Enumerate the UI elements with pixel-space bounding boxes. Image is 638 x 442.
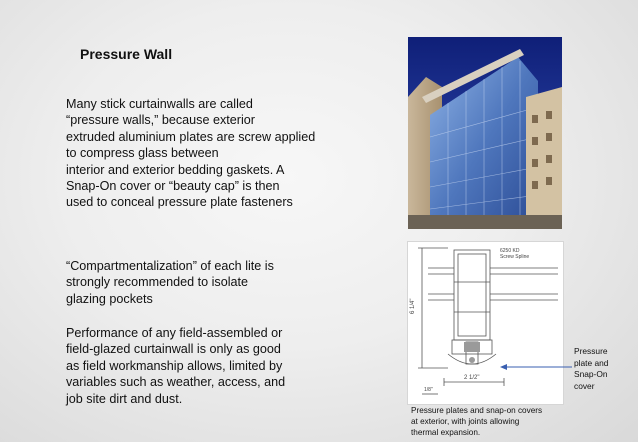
text-line: “pressure walls,” because exterior <box>66 113 255 128</box>
building-photo-graphic <box>408 37 562 229</box>
text-line: as field workmanship allows, limited by <box>66 358 283 373</box>
text-line: used to conceal pressure plate fasteners <box>66 195 293 210</box>
text-line: glazing pockets <box>66 291 153 306</box>
callout-line: cover <box>574 380 595 391</box>
text-line: Snap-On cover or “beauty cap” is then <box>66 179 280 194</box>
text-line: strongly recommended to isolate <box>66 275 249 290</box>
text-line: to compress glass between <box>66 146 219 161</box>
paragraph-compartmentalization <box>66 258 386 307</box>
text-line: variables such as weather, access, and <box>66 375 286 390</box>
text-line: “Compartmentalization” of each lite is <box>66 259 274 273</box>
drawing-label-system: 6250 KD <box>500 248 520 254</box>
text-line: job site dirt and dust. <box>66 391 183 406</box>
caption-line: at exterior, with joints allowing <box>411 417 520 427</box>
paragraph-performance <box>66 325 386 407</box>
slide-title: Pressure Wall <box>80 46 173 62</box>
drawing-dim-bottom: 2 1/2" <box>464 375 480 381</box>
caption-line: Pressure plates and snap-on covers <box>411 406 543 415</box>
drawing-label-spline: Screw Spline <box>500 254 530 260</box>
drawing-caption <box>411 405 571 439</box>
callout-pressure-plate <box>574 346 630 392</box>
text-line: field-glazed curtainwall is only as good <box>66 342 281 357</box>
paragraph-pressure-walls <box>66 96 386 211</box>
drawing-dim-vertical: 6 1/4" <box>410 298 416 314</box>
drawing-dim-small: 1/8" <box>424 387 433 393</box>
text-line: Many stick curtainwalls are called <box>66 97 253 111</box>
callout-line: plate and <box>574 357 609 368</box>
building-photo <box>408 37 562 229</box>
text-line: interior and exterior bedding gaskets. A <box>66 162 285 177</box>
caption-line: thermal expansion. <box>411 428 481 438</box>
text-line: Performance of any field-assembled or <box>66 326 283 340</box>
callout-arrow <box>500 362 572 372</box>
curtainwall-section-drawing <box>407 241 564 405</box>
text-line: extruded aluminium plates are screw applied <box>66 129 316 144</box>
callout-line: Pressure <box>574 346 608 356</box>
callout-line: Snap-On <box>574 369 608 380</box>
section-drawing-graphic <box>408 242 563 404</box>
